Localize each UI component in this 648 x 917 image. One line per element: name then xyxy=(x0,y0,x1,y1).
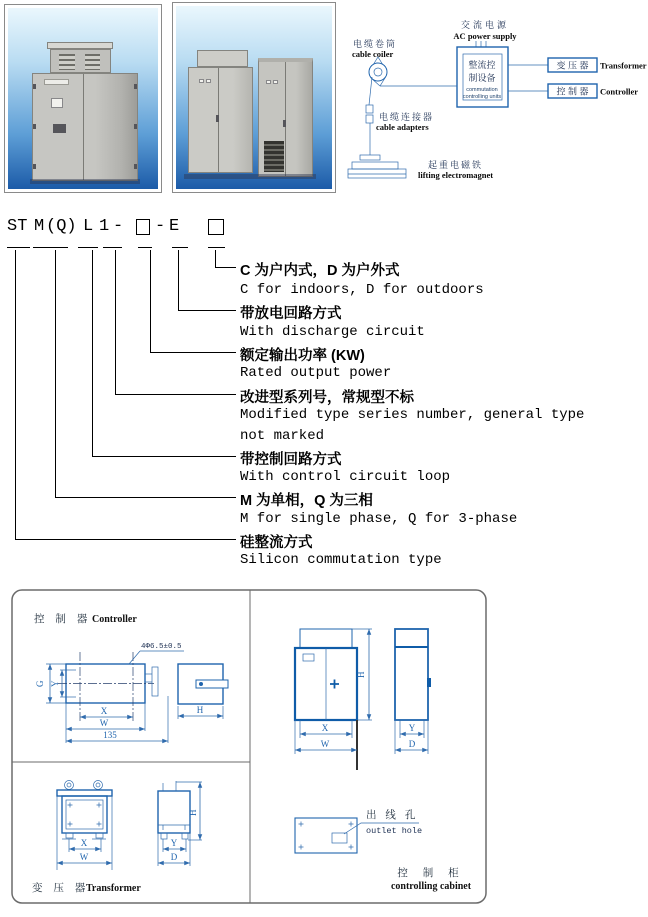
underscore xyxy=(103,247,122,248)
unit-en-line2: controlling units xyxy=(462,94,502,100)
explanation-en: Modified type series number, general type xyxy=(240,407,585,423)
explanation-en: Silicon commutation type xyxy=(240,552,442,568)
louver-left xyxy=(59,54,75,70)
dim-h: H xyxy=(188,809,198,816)
hinge xyxy=(134,124,137,129)
underscore xyxy=(172,247,188,248)
controller-cn: 控 制 器 xyxy=(556,86,589,97)
cable-coiler-en: cable coiler xyxy=(352,49,394,59)
unit-cn-line1: 整流控 xyxy=(468,60,496,70)
explanation-en: M for single phase, Q for 3-phase xyxy=(240,511,518,527)
underscore xyxy=(33,247,68,248)
explanation-en: C for indoors, D for outdoors xyxy=(240,282,484,298)
lock xyxy=(51,98,63,108)
explanation-en: With control circuit loop xyxy=(240,469,451,485)
drawings-panel xyxy=(10,588,488,905)
dim-135: 135 xyxy=(103,730,117,740)
louver-right xyxy=(85,54,100,70)
photo-rectifier-cabinet xyxy=(4,4,162,193)
ac-power-en: AC power supply xyxy=(453,31,517,41)
cabinet-title-cn: 控 制 柜 xyxy=(397,867,465,879)
indicator xyxy=(266,80,271,84)
explanation-cn: M 为单相，Q 为三相 xyxy=(240,493,373,509)
photo1-image xyxy=(8,8,158,189)
outlet-hole-cn: 出 线 孔 xyxy=(366,809,419,821)
photo-control-cabinets xyxy=(172,2,336,193)
model-part: (Q) xyxy=(46,217,77,236)
dim-x: X xyxy=(80,838,88,848)
explanation-en: not marked xyxy=(240,428,325,444)
dim-w: W xyxy=(99,718,109,728)
door-split xyxy=(83,74,84,180)
dim-d: D xyxy=(170,852,178,862)
transformer-drawing xyxy=(32,781,202,895)
transformer-title-cn: 变 压 器 xyxy=(32,882,90,894)
unit-cn-line2: 制设备 xyxy=(468,73,496,83)
cable-coiler xyxy=(352,38,397,86)
dim-y: Y xyxy=(170,838,178,848)
transformer-cn: 变 压 器 xyxy=(556,60,589,71)
ac-power-cn: 交流电源 xyxy=(460,20,510,30)
controller-title-cn: 控 制 器 xyxy=(34,613,92,625)
explanation-en: With discharge circuit xyxy=(240,324,425,340)
cable-coiler-cn: 电缆卷筒 xyxy=(353,39,398,49)
model-part: - xyxy=(155,217,166,236)
indicator xyxy=(273,80,278,84)
commutation-unit-box xyxy=(457,47,508,107)
dim-y: Y xyxy=(408,723,416,733)
underscore xyxy=(7,247,30,248)
dim-h: H xyxy=(356,671,366,678)
model-part: M xyxy=(34,217,45,236)
model-part: - xyxy=(113,217,124,236)
vent-grille xyxy=(264,141,284,172)
transformer-box xyxy=(548,58,647,72)
handle xyxy=(283,120,286,127)
model-part: E xyxy=(169,217,180,236)
indicator xyxy=(206,79,211,83)
dim-w: W xyxy=(320,739,330,749)
cable-adapters xyxy=(366,77,434,155)
main-cabinet xyxy=(32,73,138,181)
transformer-title-en: Transformer xyxy=(86,883,141,894)
dim-x: X xyxy=(321,723,329,733)
outlet-hole-en: outlet hole xyxy=(366,826,423,836)
explanation-cn: 额定输出功率 (KW) xyxy=(240,348,365,364)
top-box xyxy=(197,50,248,67)
system-diagram xyxy=(340,8,648,200)
lifting-electromagnet xyxy=(348,155,493,180)
explanation-cn: 硅整流方式 xyxy=(240,535,313,551)
explanation-cn: 改进型系列号，常规型不标 xyxy=(240,390,414,406)
vent-box xyxy=(50,49,111,73)
model-placeholder-box xyxy=(208,219,224,235)
underscore xyxy=(138,247,152,248)
dim-w: W xyxy=(79,852,89,862)
electromagnet-en: lifting electromagnet xyxy=(418,170,494,180)
model-placeholder-box xyxy=(136,219,150,235)
cable-adapters-cn: 电缆连接器 xyxy=(379,112,435,122)
hinge xyxy=(33,84,36,89)
hinge xyxy=(33,124,36,129)
cabinet-shadow xyxy=(30,179,140,184)
nameplate xyxy=(44,79,69,85)
connector-line xyxy=(15,250,236,540)
left-cabinet xyxy=(188,67,253,173)
cabinet-drawing xyxy=(295,629,472,892)
door-split xyxy=(285,62,286,176)
dim-d: D xyxy=(408,739,416,749)
right-cabinet xyxy=(258,58,313,177)
underscore xyxy=(208,247,225,248)
explanation-cn: 带放电回路方式 xyxy=(240,306,342,322)
handle xyxy=(216,115,219,122)
dim-h: H xyxy=(196,705,204,715)
photo2-image xyxy=(176,6,332,189)
controller-title-en: Controller xyxy=(92,614,137,625)
controller-en: Controller xyxy=(600,86,639,97)
hinge xyxy=(33,164,36,169)
underscore xyxy=(78,247,98,248)
dim-x: X xyxy=(100,706,108,716)
explanation-cn: 带控制回路方式 xyxy=(240,452,342,468)
emblem xyxy=(53,124,66,133)
unit-en-line1: commutation xyxy=(466,87,498,93)
model-part: L xyxy=(83,217,94,236)
dim-y: Y xyxy=(50,680,60,687)
dim-g: G xyxy=(35,680,45,687)
electromagnet-cn: 起重电磁铁 xyxy=(428,160,484,170)
ac-power-label xyxy=(453,19,517,47)
explanation-cn: C 为户内式，D 为户外式 xyxy=(240,263,400,279)
hinge xyxy=(134,164,137,169)
transformer-en: Transformer xyxy=(600,60,647,71)
cabinet-title-en: controlling cabinet xyxy=(390,881,472,892)
model-part: 1 xyxy=(99,217,110,236)
model-part: ST xyxy=(7,217,28,236)
cabinet-shadow xyxy=(184,174,316,179)
cable-adapters-en: cable adapters xyxy=(376,122,429,132)
controller-drawing xyxy=(34,612,228,743)
hole-note: 4Φ6.5±0.5 xyxy=(141,643,182,651)
controller-box xyxy=(548,84,638,98)
vent-box-lid xyxy=(47,42,113,49)
indicator xyxy=(199,79,204,83)
explanation-en: Rated output power xyxy=(240,365,392,381)
hinge xyxy=(134,84,137,89)
